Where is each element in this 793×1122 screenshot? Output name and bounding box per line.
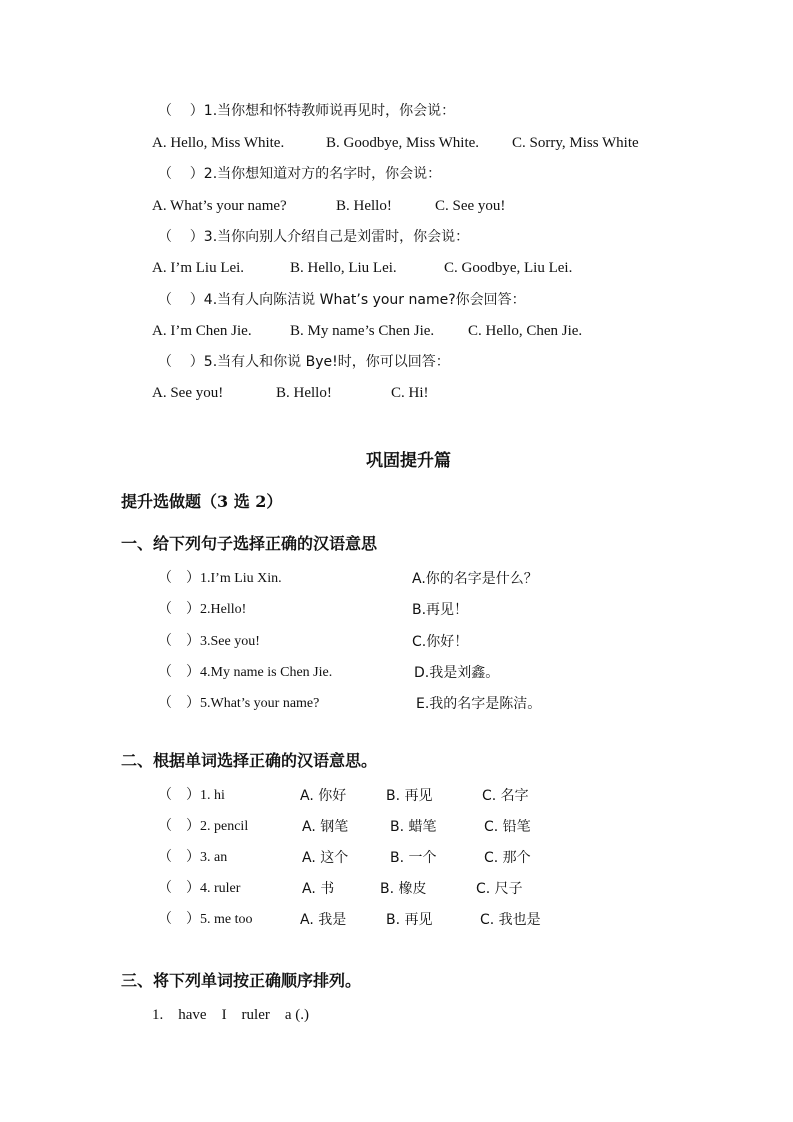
q1-option-b: B. Goodbye, Miss White. (326, 135, 480, 151)
q2-option-b: B. Hello! (336, 198, 392, 214)
option-b: B. 再见 (386, 912, 433, 928)
q5-option-a: A. See you! (152, 385, 224, 401)
option-b: B. 蜡笔 (390, 819, 437, 835)
question-1: （ ）1.当你想和怀特教师说再见时，你会说： (158, 103, 456, 119)
q2-option-c: C. See you! (435, 198, 506, 214)
option-a: A. 我是 (300, 912, 347, 928)
word-question: （ ）2. pencil (158, 819, 249, 834)
list-item (158, 600, 658, 620)
option-c: C. 铅笔 (484, 819, 531, 835)
item-question: （ ）3.See you! (158, 634, 260, 649)
section-2-title: 二、根据单词选择正确的汉语意思。 (121, 751, 378, 770)
word-question: （ ）1. hi (158, 788, 225, 803)
q4-option-b: B. My name’s Chen Jie. (290, 323, 435, 339)
option-c: C. 尺子 (476, 881, 523, 897)
word-question: （ ）5. me too (158, 912, 253, 927)
question-5: （ ）5.当有人和你说 Bye!时，你可以回答： (158, 354, 450, 370)
option-b: B. 一个 (390, 850, 437, 866)
word-question: （ ）4. ruler (158, 881, 241, 896)
word-question: （ ）3. an (158, 850, 228, 865)
word-order-item-1: 1. have I ruler a (.) (152, 1007, 310, 1023)
q4-option-a: A. I’m Chen Jie. (152, 323, 252, 339)
q2-option-a: A. What’s your name? (152, 198, 287, 214)
q1-option-a: A. Hello, Miss White. (152, 135, 285, 151)
table-row (158, 786, 608, 806)
option-c: C. 名字 (482, 788, 529, 804)
question-4: （ ）4.当有人向陈洁说 What’s your name?你会回答： (158, 292, 526, 308)
q3-option-a: A. I’m Liu Lei. (152, 260, 245, 276)
item-question: （ ）1.I’m Liu Xin. (158, 571, 282, 586)
section-3-title: 三、将下列单词按正确顺序排列。 (121, 971, 362, 990)
q1-option-c: C. Sorry, Miss White (512, 135, 639, 151)
option-c: C. 我也是 (480, 912, 541, 928)
option-a: A. 这个 (302, 850, 349, 866)
item-question: （ ）2.Hello! (158, 602, 247, 617)
item-answer: D.我是刘鑫。 (414, 665, 500, 681)
list-item (158, 632, 658, 652)
question-3: （ ）3.当你向别人介绍自己是刘雷时，你会说： (158, 229, 470, 245)
q4-option-c: C. Hello, Chen Jie. (468, 323, 583, 339)
option-a: A. 书 (302, 881, 335, 897)
subtitle: 提升选做题（3 选 2） (121, 492, 283, 511)
item-answer: C.你好！ (412, 634, 469, 650)
q3-option-c: C. Goodbye, Liu Lei. (444, 260, 573, 276)
q5-option-b: B. Hello! (276, 385, 332, 401)
section-1-title: 一、给下列句子选择正确的汉语意思 (121, 534, 378, 553)
table-row (158, 817, 608, 837)
option-c: C. 那个 (484, 850, 531, 866)
question-2: （ ）2.当你想知道对方的名字时，你会说： (158, 166, 442, 182)
option-b: B. 再见 (386, 788, 433, 804)
option-b: B. 橡皮 (380, 881, 427, 897)
list-item (158, 663, 658, 683)
item-question: （ ）5.What’s your name? (158, 696, 320, 711)
list-item (158, 694, 658, 714)
item-answer: E.我的名字是陈洁。 (416, 696, 542, 712)
table-row (158, 848, 608, 868)
item-answer: B.再见！ (412, 602, 469, 618)
list-item (158, 569, 658, 589)
section-title: 巩固提升篇 (366, 451, 451, 471)
table-row (158, 879, 608, 899)
option-a: A. 钢笔 (302, 819, 349, 835)
item-answer: A.你的名字是什么？ (412, 571, 538, 587)
q3-option-b: B. Hello, Liu Lei. (290, 260, 397, 276)
q5-option-c: C. Hi! (391, 385, 429, 401)
table-row (158, 910, 608, 930)
item-question: （ ）4.My name is Chen Jie. (158, 665, 333, 680)
option-a: A. 你好 (300, 788, 347, 804)
